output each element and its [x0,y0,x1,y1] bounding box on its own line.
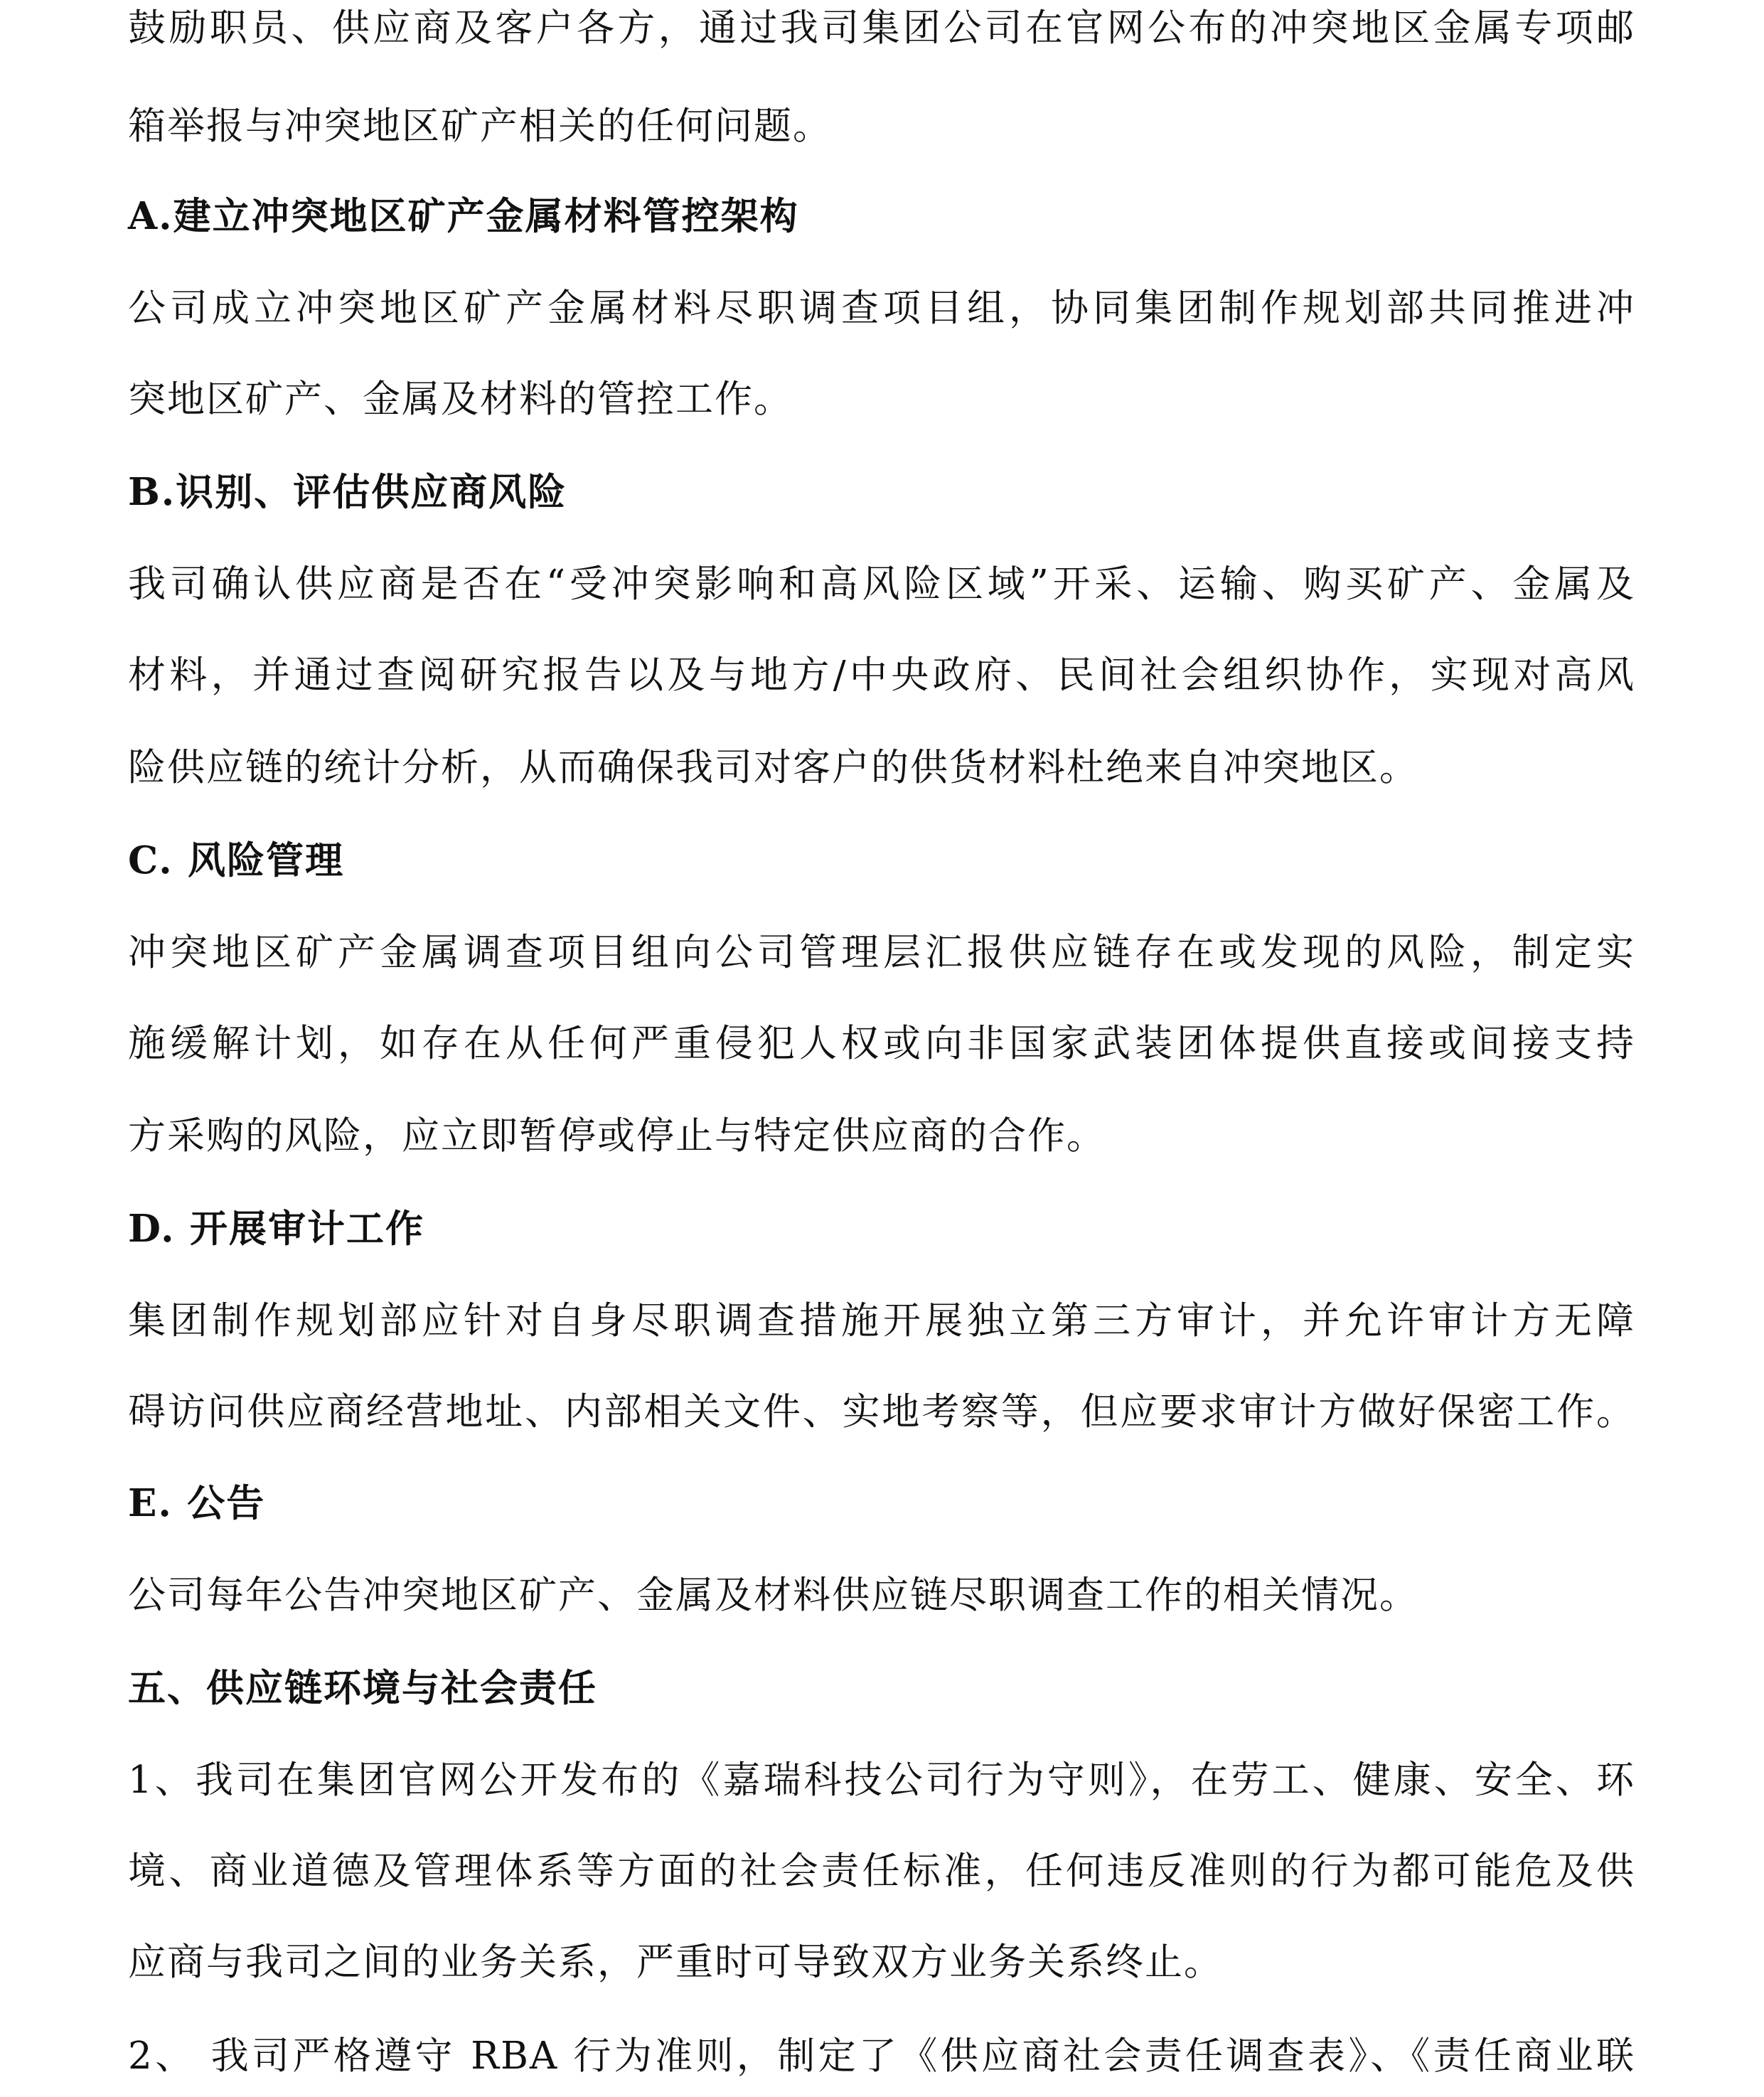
section-d-heading: D. 开展审计工作 [128,1207,424,1251]
section-d-line-2: 碍访问供应商经营地址、内部相关文件、实地考察等，但应要求审计方做好保密工作。 [128,1390,1635,1434]
section-c-line-2: 施缓解计划，如存在从任何严重侵犯人权或向非国家武装团体提供直接或间接支持 [128,1022,1635,1065]
section-c-line-1: 冲突地区矿产金属调查项目组向公司管理层汇报供应链存在或发现的风险，制定实 [128,931,1635,974]
section-b-heading: B.识别、评估供应商风险 [128,470,567,514]
section-five-item-1-line-2: 境、商业道德及管理体系等方面的社会责任标准，任何违反准则的行为都可能危及供 [128,1850,1635,1893]
intro-line-2: 箱举报与冲突地区矿产相关的任何问题。 [128,105,832,148]
section-five-item-2-line-1: 2、 我司严格遵守 RBA 行为准则，制定了《供应商社会责任调查表》、《责任商业联 [128,2034,1635,2078]
intro-line-1: 鼓励职员、供应商及客户各方，通过我司集团公司在官网公布的冲突地区金属专项邮 [128,6,1635,50]
section-c-heading: C. 风险管理 [128,838,345,882]
section-e-heading: E. 公告 [128,1481,266,1525]
section-a-line-2: 突地区矿产、金属及材料的管控工作。 [128,378,793,421]
section-five-heading: 五、供应链环境与社会责任 [128,1666,597,1710]
section-e-line-1: 公司每年公告冲突地区矿产、金属及材料供应链尽职调查工作的相关情况。 [128,1574,1418,1617]
section-b-line-3: 险供应链的统计分析，从而确保我司对客户的供货材料杜绝来自冲突地区。 [128,746,1418,789]
section-five-item-1-line-1: 1、我司在集团官网公开发布的《嘉瑞科技公司行为守则》，在劳工、健康、安全、环 [128,1759,1635,1802]
section-a-line-1: 公司成立冲突地区矿产金属材料尽职调查项目组，协同集团制作规划部共同推进冲 [128,287,1635,330]
section-five-item-1-line-3: 应商与我司之间的业务关系，严重时可导致双方业务关系终止。 [128,1941,1223,1984]
section-c-line-3: 方采购的风险，应立即暂停或停止与特定供应商的合作。 [128,1114,1106,1158]
section-d-line-1: 集团制作规划部应针对自身尽职调查措施开展独立第三方审计，并允许审计方无障 [128,1299,1635,1343]
section-a-heading: A.建立冲突地区矿产金属材料管控架构 [128,194,799,238]
section-b-line-1: 我司确认供应商是否在“受冲突影响和高风险区域”开采、运输、购买矿产、金属及 [128,562,1635,606]
section-b-line-2: 材料，并通过查阅研究报告以及与地方/中央政府、民间社会组织协作，实现对高风 [128,653,1635,697]
